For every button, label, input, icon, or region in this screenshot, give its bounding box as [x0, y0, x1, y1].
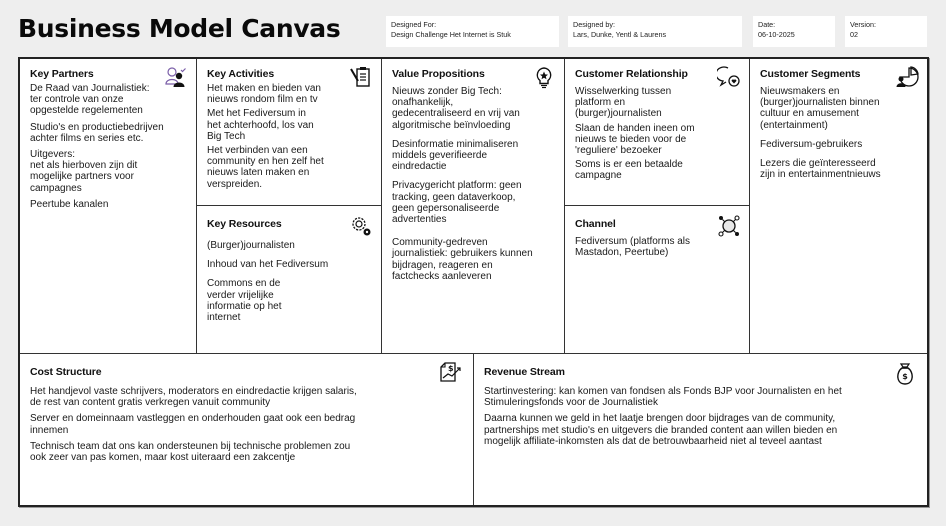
customer-segments-item: Nieuwsmakers en (burger)journalisten binnen cultuur en amusement (entertainment)	[760, 86, 880, 131]
cost-structure-block[interactable]	[20, 353, 474, 505]
cost-structure-item: Server en domeinnaam vastleggen en onderhouden gaat ook een bedrag innemen	[30, 413, 356, 436]
designed-for-value: Design Challenge Het Internet is Stuk	[391, 30, 511, 39]
revenue-stream-title: Revenue Stream	[484, 366, 565, 378]
designed-by-value: Lars, Dunke, Yentl & Laurens	[573, 30, 667, 39]
revenue-stream-item: Daarna kunnen we geld in het laatje brengen door bijdrages van de community, partnerships met studio's en uitgevers die branded content aan willen bieden en mogelijk affiliate-inkomsten als dat de betrouwbaarheid niet al teveel aantast	[484, 413, 838, 447]
channel-block[interactable]	[565, 206, 750, 353]
key-resources-title: Key Resources	[207, 218, 282, 230]
revenue-stream-item: Startinvestering: kan komen van fondsen als Fonds BJP voor Journalisten en het Stimuleringsfonds voor de Journalistiek	[484, 386, 842, 409]
invoice-chart-icon	[439, 360, 463, 384]
key-activities-block[interactable]	[197, 59, 382, 206]
customer-relationship-item: Soms is er een betaalde campagne	[575, 159, 683, 182]
date-field[interactable]	[753, 16, 835, 47]
value-propositions-title: Value Propositions	[392, 68, 485, 80]
designed-by-label: Designed by:	[573, 20, 615, 29]
key-activities-item: Met het Fediversum in het achterhoofd, los van Big Tech	[207, 108, 314, 142]
key-partners-item: De Raad van Journalistiek: ter controle van onze opgestelde regelementen	[30, 83, 150, 117]
designed-by-field[interactable]	[568, 16, 742, 47]
page-title: Business Model Canvas	[18, 14, 341, 43]
designed-for-label: Designed For:	[391, 20, 437, 29]
version-value: 02	[850, 30, 858, 39]
key-resources-item: Inhoud van het Fediversum	[207, 259, 329, 271]
money-bag-icon	[893, 362, 917, 386]
network-icon	[717, 214, 741, 238]
lightbulb-icon	[532, 65, 556, 89]
clipboard-icon	[349, 65, 373, 89]
version-field[interactable]	[845, 16, 927, 47]
cost-structure-item: Het handjevol vaste schrijvers, moderators en eindredactie krijgen salaris, de rest van content gratis verkregen vanuit community	[30, 386, 357, 409]
customer-relationship-item: Slaan de handen ineen om nieuws te bieden voor de 'reguliere' bezoeker	[575, 122, 695, 157]
value-propositions-block[interactable]	[382, 59, 565, 353]
customer-relationship-block[interactable]	[565, 59, 750, 206]
key-resources-item: (Burger)journalisten	[207, 240, 295, 251]
channel-title: Channel	[575, 218, 616, 230]
gears-icon	[349, 214, 373, 238]
key-resources-item: Commons en de verder vrijelijke informatie op het internet	[207, 278, 282, 324]
cost-structure-title: Cost Structure	[30, 366, 102, 378]
version-label: Version:	[850, 20, 876, 29]
svg-text:$: $	[902, 372, 908, 381]
partners-icon	[164, 65, 188, 89]
date-label: Date:	[758, 20, 776, 29]
business-model-canvas	[18, 57, 929, 507]
chat-heart-icon	[717, 65, 741, 89]
pie-user-icon	[895, 65, 919, 89]
customer-relationship-item: Wisselwerking tussen platform en (burger)journalisten	[575, 86, 672, 120]
channel-item: Fediversum (platforms als Mastadon, Peertube)	[575, 236, 691, 259]
key-activities-item: Het maken en bieden van nieuws rondom film en tv	[207, 83, 321, 106]
customer-segments-block[interactable]	[750, 59, 927, 353]
key-activities-item: Het verbinden van een community en hen zelf het nieuws laten maken en verspreiden.	[207, 145, 324, 190]
svg-text:$: $	[448, 364, 454, 373]
key-resources-block[interactable]	[197, 206, 382, 353]
value-propositions-item: Nieuws zonder Big Tech: onafhankelijk, gedecentraliseerd en vrij van algoritmische beïnvloeding	[392, 86, 520, 131]
value-propositions-item: Desinformatie minimaliseren middels geverifieerde eindredactie	[392, 138, 519, 173]
customer-relationship-title: Customer Relationship	[575, 68, 688, 80]
key-partners-item: Peertube kanalen	[30, 198, 109, 210]
cost-structure-item: Technisch team dat ons kan ondersteunen bij technische problemen zou ook zeer van pas komen, maar kost uiteraard een zakcentje	[30, 440, 351, 464]
key-partners-block[interactable]	[20, 59, 197, 353]
customer-segments-item: Lezers die geïnteresseerd zijn in entertainmentnieuws	[760, 158, 881, 181]
customer-segments-item: Fediversum-gebruikers	[760, 138, 863, 150]
key-partners-item: Studio's en productiebedrijven achter films en series etc.	[30, 121, 164, 144]
key-partners-item: Uitgevers: net als hierboven zijn dit mogelijke partners voor campagnes	[30, 149, 138, 194]
value-propositions-item: Privacygericht platform: geen tracking, geen dataverkoop, geen gepersonaliseerde advertenties	[392, 180, 522, 226]
value-propositions-item: Community-gedreven journalistiek: gebruikers kunnen bijdragen, reageren en factchecks aanleveren	[392, 237, 533, 282]
key-activities-title: Key Activities	[207, 68, 275, 80]
key-partners-title: Key Partners	[30, 68, 94, 80]
revenue-stream-block[interactable]	[474, 353, 927, 505]
customer-segments-title: Customer Segments	[760, 68, 861, 80]
designed-for-field[interactable]	[386, 16, 559, 47]
date-value: 06-10-2025	[758, 30, 795, 39]
